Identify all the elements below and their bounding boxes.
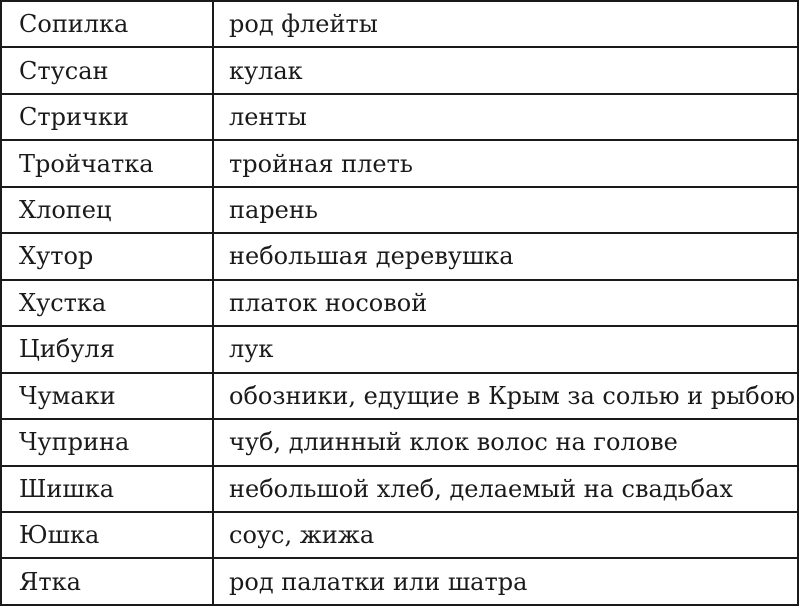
table-row (1, 512, 798, 558)
term-cell: Чуприна (1, 419, 213, 465)
term-cell: Хустка (1, 280, 213, 326)
term-cell: Тройчатка (1, 140, 213, 186)
term-cell: Юшка (1, 512, 213, 558)
table-row (1, 280, 798, 326)
definition-cell: обозники, едущие в Крым за солью и рыбою (213, 373, 798, 419)
definition-cell: лук (213, 326, 798, 372)
table-row (1, 466, 798, 512)
term-cell: Хутор (1, 233, 213, 279)
definition-cell: небольшая деревушка (213, 233, 798, 279)
table-row (1, 187, 798, 233)
term-cell: Стусан (1, 47, 213, 93)
table-row (1, 558, 798, 604)
table-row (1, 47, 798, 93)
term-cell: Ятка (1, 558, 213, 604)
term-cell: Чумаки (1, 373, 213, 419)
definition-cell: платок носовой (213, 280, 798, 326)
table-row (1, 94, 798, 140)
term-cell: Сопилка (1, 1, 213, 47)
table-row (1, 140, 798, 186)
definition-cell: род флейты (213, 1, 798, 47)
definition-cell: род палатки или шатра (213, 558, 798, 604)
term-cell: Шишка (1, 466, 213, 512)
definition-cell: ленты (213, 94, 798, 140)
definition-cell: тройная плеть (213, 140, 798, 186)
glossary-body (1, 1, 798, 605)
definition-cell: небольшой хлеб, делаемый на свадьбах (213, 466, 798, 512)
term-cell: Цибуля (1, 326, 213, 372)
table-row (1, 419, 798, 465)
definition-cell: кулак (213, 47, 798, 93)
table-row (1, 1, 798, 47)
table-row (1, 373, 798, 419)
definition-cell: чуб, длинный клок волос на голове (213, 419, 798, 465)
term-cell: Стрички (1, 94, 213, 140)
term-cell: Хлопец (1, 187, 213, 233)
table-row (1, 326, 798, 372)
definition-cell: соус, жижа (213, 512, 798, 558)
definition-cell: парень (213, 187, 798, 233)
table-row (1, 233, 798, 279)
